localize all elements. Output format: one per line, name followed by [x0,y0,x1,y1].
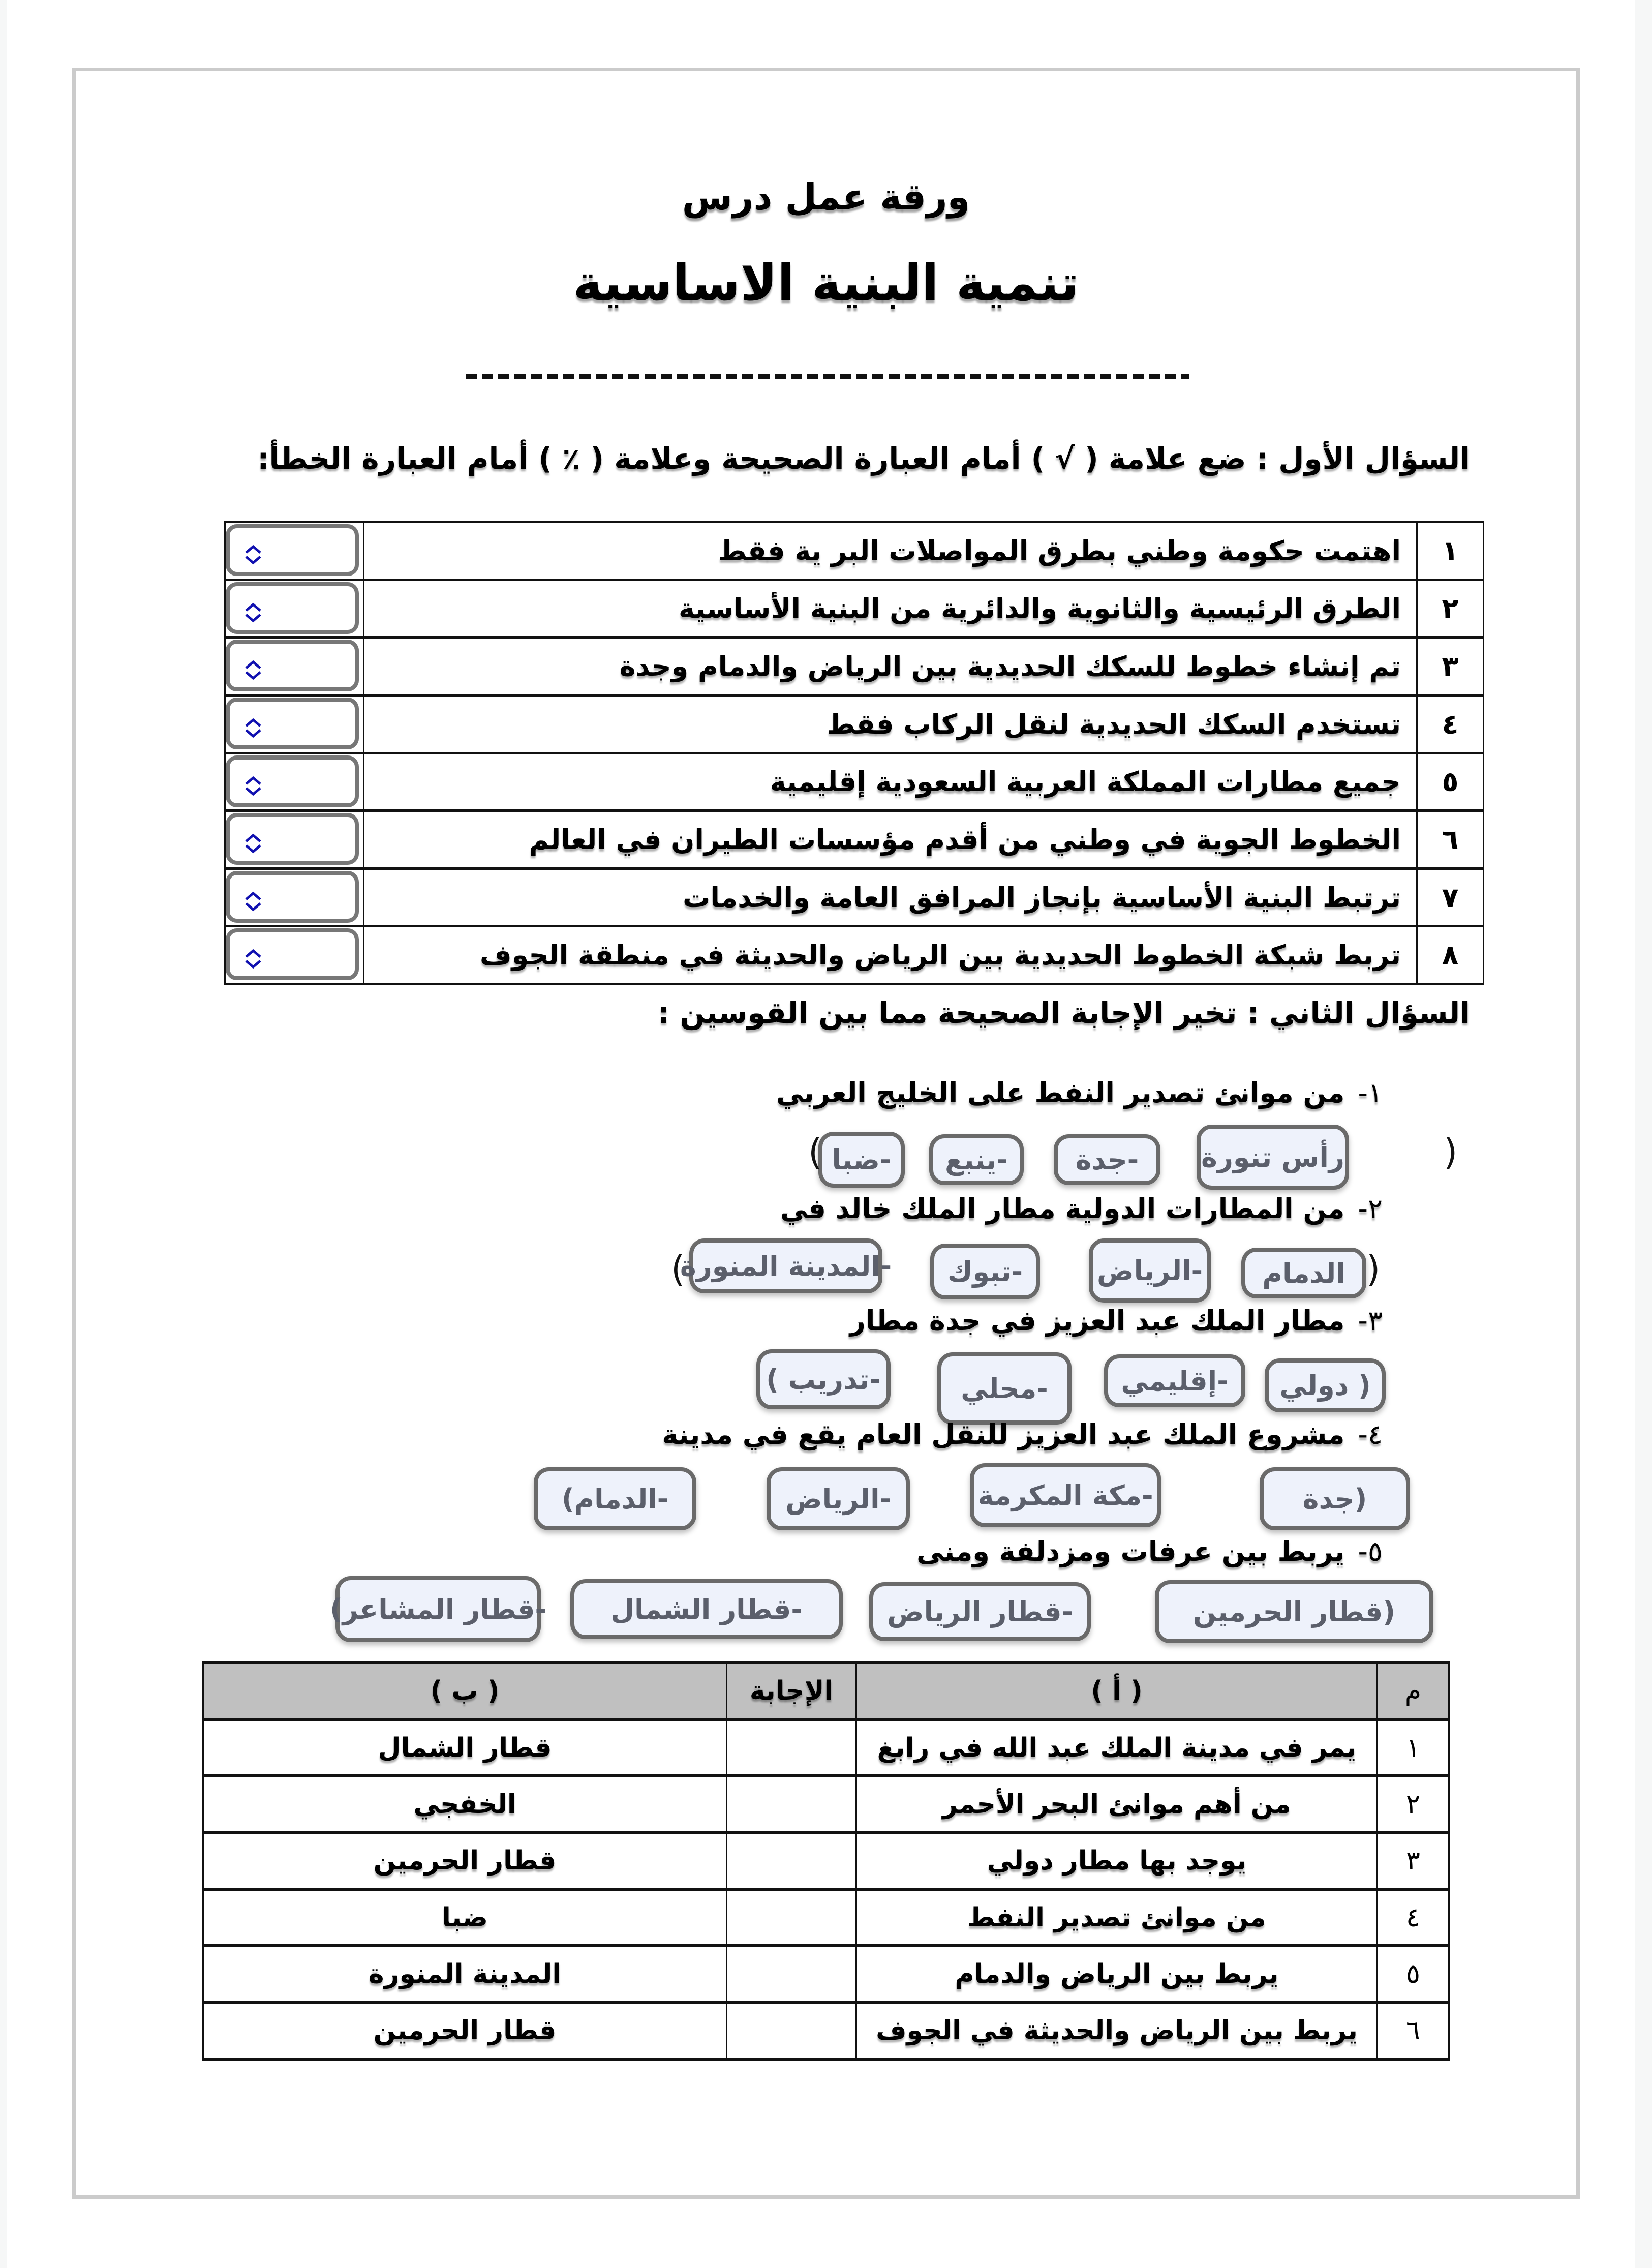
row-number: ١ [1417,522,1484,580]
row-number: ٨ [1417,926,1484,984]
table-row [203,1776,1449,1832]
matching-table [202,1661,1450,2061]
table-row [203,1719,1449,1776]
viewer-edge-right [1635,0,1652,2268]
answer-cell[interactable] [727,1833,856,1889]
column-a-cell: يربط بين الرياض والحديثة في الجوف [856,2003,1378,2059]
answer-dropdown[interactable] [226,524,359,576]
row-number: ٢ [1417,580,1484,638]
item-number: ٢- [1358,1193,1383,1225]
item-text: مطار الملك عبد العزيز في جدة مطار [849,1305,1345,1337]
header-num: م [1378,1662,1449,1719]
column-a-cell: يوجد بها مطار دولي [856,1833,1378,1889]
row-number: ٥ [1378,1946,1449,2002]
chevron-up-down-icon [243,659,263,681]
dashed-divider [466,374,1189,379]
answer-cell[interactable] [727,1889,856,1946]
option-pill[interactable]: (جدة [1260,1467,1410,1530]
row-number: ٣ [1378,1833,1449,1889]
row-number: ٤ [1378,1889,1449,1946]
column-b-cell: الخفجي [203,1776,727,1832]
column-a-cell: من موانئ تصدير النفط [856,1889,1378,1946]
item-text: يربط بين عرفات ومزدلفة ومنى [916,1535,1345,1567]
column-b-cell: قطار الحرمين [203,1833,727,1889]
option-pill[interactable]: -قطار الشمال [570,1579,843,1639]
table-row [203,1833,1449,1889]
worksheet-label: ورقة عمل درس [682,175,970,218]
answer-cell[interactable] [727,2003,856,2059]
statement: تستخدم السكك الحديدية لنقل الركاب فقط [364,695,1417,753]
option-pill[interactable]: -مكة المكرمة [970,1463,1161,1527]
header-answer: الإجابة [727,1662,856,1719]
item-text: من المطارات الدولية مطار الملك خالد في [780,1193,1345,1225]
table-row [225,868,1484,926]
item-text: مشروع الملك عبد العزيز للنقل العام يقع في مدينة [662,1418,1345,1450]
option-pill[interactable]: رأس تنورة [1197,1125,1349,1190]
mcq-item-3 [850,1305,1383,1337]
table-row [225,811,1484,869]
statement: تم إنشاء خطوط للسكك الحديدية بين الرياض والدمام وجدة [364,638,1417,695]
row-number: ٧ [1417,868,1484,926]
statement: الطرق الرئيسية والثانوية والدائرية من البنية الأساسية [364,580,1417,638]
header-column-a: ( أ ) [856,1662,1378,1719]
option-pill[interactable]: (قطار الحرمين [1155,1580,1433,1643]
column-a-cell: يمر في مدينة الملك عبد الله في رابغ [856,1719,1378,1776]
statement: الخطوط الجوية في وطني من أقدم مؤسسات الطيران في العالم [364,811,1417,869]
statement: ترتبط البنية الأساسية بإنجاز المرافق العامة والخدمات [364,868,1417,926]
question1-heading: السؤال الأول : ضع علامة ( √ ) أمام العبارة الصحيحة وعلامة ( ٪ ) أمام العبارة الخطأ: [257,441,1470,476]
answer-dropdown[interactable] [226,813,359,865]
answer-dropdown[interactable] [226,582,359,634]
option-pill[interactable]: -جدة [1054,1134,1160,1185]
viewer-edge-left [0,0,7,2268]
mcq-item-1 [776,1077,1383,1109]
option-pill[interactable]: -تبوك [930,1244,1040,1299]
option-pill[interactable]: -قطار المشاعر) [335,1576,541,1642]
statement: تربط شبكة الخطوط الحديدية بين الرياض والحديثة في منطقة الجوف [364,926,1417,984]
close-paren: ( [808,1131,822,1173]
chevron-up-down-icon [243,832,263,855]
chevron-up-down-icon [243,717,263,739]
item-text: من موانئ تصدير النفط على الخليج العربي [776,1077,1345,1109]
header-column-b: ( ب ) [203,1662,727,1719]
close-paren: ( [671,1248,685,1290]
column-b-cell: المدينة المنورة [203,1946,727,2002]
table-row [225,580,1484,638]
chevron-up-down-icon [243,775,263,797]
row-number: ١ [1378,1719,1449,1776]
option-pill[interactable]: -محلي [937,1352,1072,1425]
option-pill[interactable]: -الدمام) [534,1467,696,1530]
row-number: ٤ [1417,695,1484,753]
answer-dropdown[interactable] [226,640,359,691]
option-pill[interactable]: -تدريب ) [756,1349,891,1409]
row-number: ٦ [1417,811,1484,869]
open-paren: ) [1444,1131,1458,1173]
column-b-cell: قطار الشمال [203,1719,727,1776]
option-pill[interactable]: -إقليمي [1104,1354,1245,1407]
option-pill[interactable]: الدمام [1241,1248,1366,1298]
table-row [225,522,1484,580]
lesson-title: تنمية البنية الاساسية [573,254,1079,312]
answer-cell[interactable] [727,1719,856,1776]
option-pill[interactable]: -المدينة المنورة [689,1238,882,1293]
answer-dropdown[interactable] [226,698,359,749]
mcq-item-5 [916,1535,1383,1567]
table-row [203,1889,1449,1946]
answer-dropdown[interactable] [226,928,359,980]
option-pill[interactable]: -الرياض [1089,1238,1211,1303]
table-row [225,926,1484,984]
column-a-cell: من أهم موانئ البحر الأحمر [856,1776,1378,1832]
table-row [225,753,1484,811]
option-pill[interactable]: -الرياض [767,1467,910,1530]
row-number: ٣ [1417,638,1484,695]
row-number: ٦ [1378,2003,1449,2059]
column-a-cell: يربط بين الرياض والدمام [856,1946,1378,2002]
statement: جميع مطارات المملكة العربية السعودية إقليمية [364,753,1417,811]
mcq-item-2 [780,1193,1383,1225]
option-pill[interactable]: -ضبا [818,1132,905,1188]
table-row [203,1946,1449,2002]
chevron-up-down-icon [243,890,263,913]
table-row [225,638,1484,695]
statement: اهتمت حكومة وطني بطرق المواصلات البر ية فقط [364,522,1417,580]
table-row [225,695,1484,753]
chevron-up-down-icon [243,543,263,566]
answer-cell[interactable] [727,1946,856,2002]
table-header-row [203,1662,1449,1719]
row-number: ٢ [1378,1776,1449,1832]
column-b-cell: قطار الحرمين [203,2003,727,2059]
question2-heading: السؤال الثاني : تخير الإجابة الصحيحة مما بين القوسين : [657,995,1470,1030]
item-number: ١- [1358,1077,1383,1109]
chevron-up-down-icon [243,601,263,624]
row-number: ٥ [1417,753,1484,811]
option-pill[interactable]: -قطار الرياض [869,1582,1091,1641]
answer-dropdown[interactable] [226,871,359,923]
option-pill[interactable]: -ينبع [929,1134,1024,1185]
item-number: ٤- [1358,1418,1383,1450]
column-b-cell: ضبا [203,1889,727,1946]
mcq-item-4 [662,1418,1383,1450]
option-pill[interactable]: ( دولي [1265,1358,1386,1412]
item-number: ٣- [1358,1305,1383,1337]
chevron-up-down-icon [243,948,263,970]
true-false-table [224,521,1484,985]
open-paren: ) [1366,1248,1381,1290]
answer-cell[interactable] [727,1776,856,1832]
answer-dropdown[interactable] [226,755,359,807]
table-row [203,2003,1449,2059]
item-number: ٥- [1358,1535,1383,1567]
